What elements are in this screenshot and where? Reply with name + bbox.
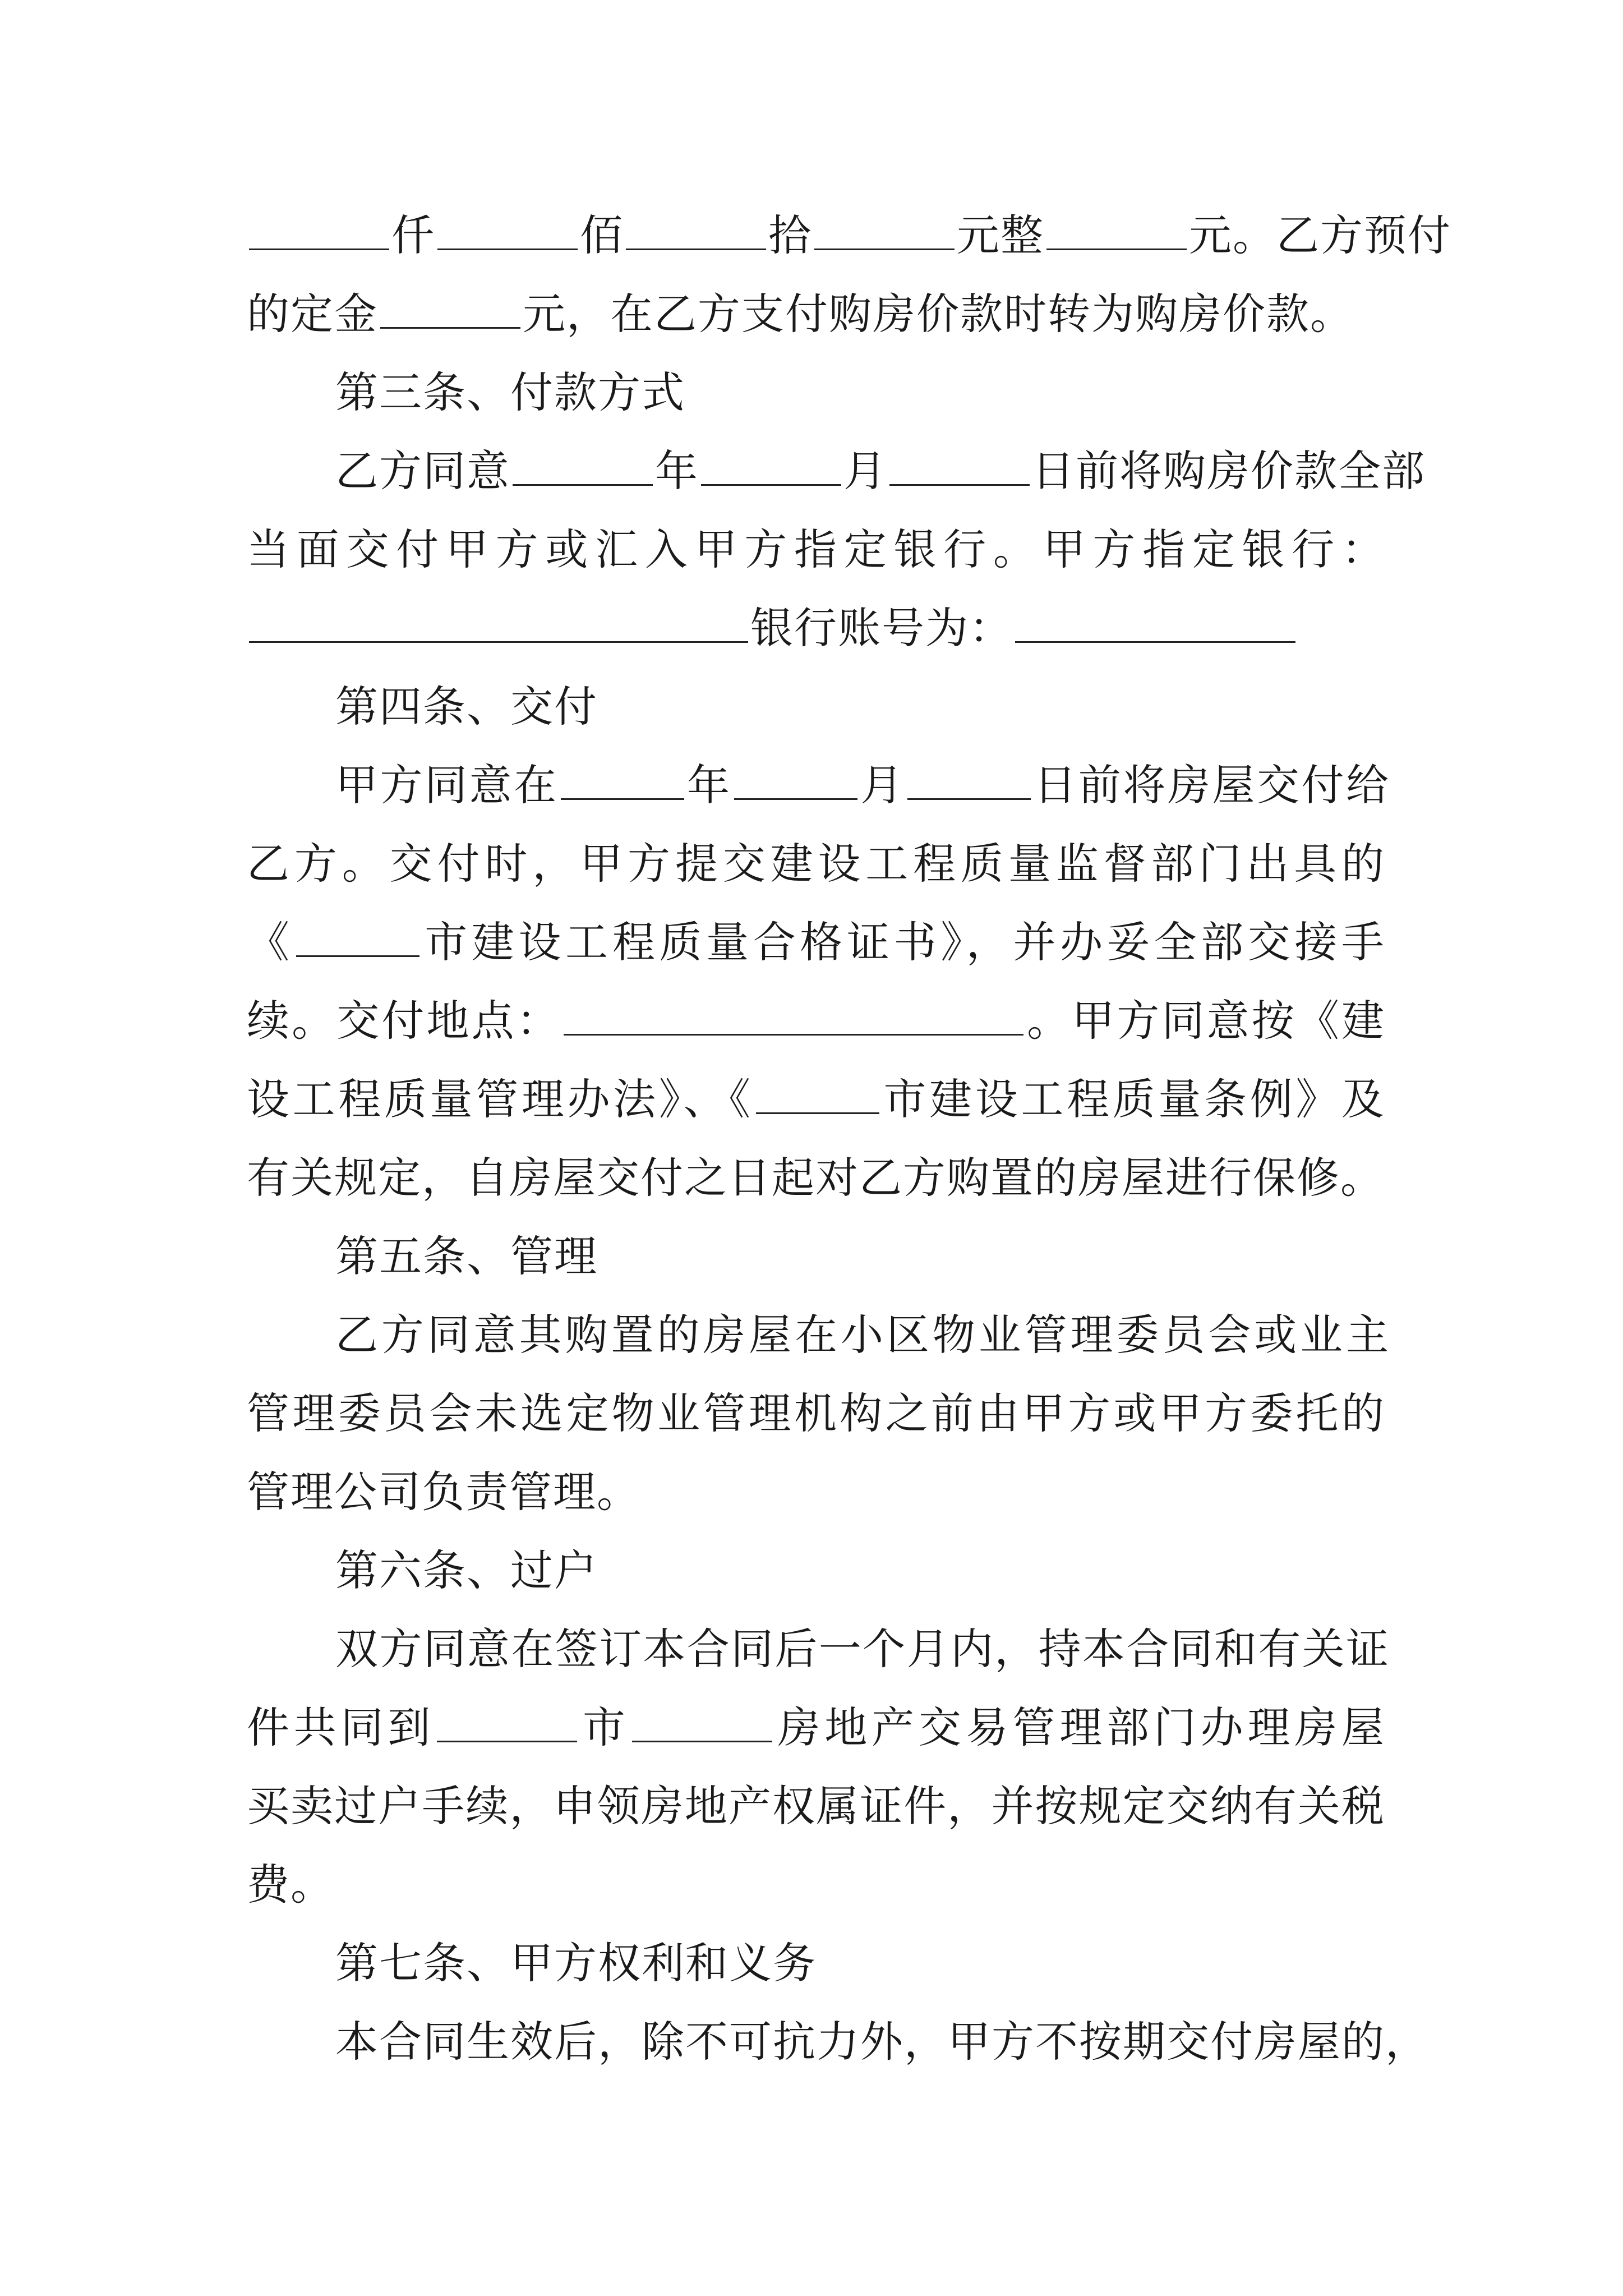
delivery-address-field[interactable] bbox=[564, 993, 1023, 1036]
quality-cert-line: 《 市建设工程质量合格证书》，并办妥全部交接手 bbox=[247, 914, 1385, 970]
article-7-title: 第七条、甲方权利和义务 bbox=[335, 1938, 817, 1988]
transfer-line-1: 双方同意在签订本合同后一个月内，持本合同和有关证 bbox=[335, 1624, 1390, 1674]
blank-field[interactable] bbox=[380, 287, 520, 329]
account-number-field[interactable] bbox=[1015, 601, 1295, 643]
blank-field[interactable] bbox=[889, 444, 1030, 486]
blank-field[interactable] bbox=[814, 208, 955, 250]
city-field[interactable] bbox=[437, 1700, 577, 1742]
blank-field[interactable] bbox=[734, 758, 857, 800]
deposit-line: 的定金 元，在乙方支付购房价款时转为购房价款。 bbox=[247, 286, 1354, 342]
party-a-duty-line: 本合同生效后，除不可抗力外，甲方不按期交付房屋的， bbox=[335, 2017, 1429, 2067]
blank-field[interactable] bbox=[513, 444, 653, 486]
article-3-title: 第三条、付款方式 bbox=[335, 367, 685, 417]
blank-field[interactable] bbox=[1046, 208, 1187, 250]
transfer-line-2: 件共同到 市 房地产交易管理部门办理房屋 bbox=[247, 1700, 1385, 1756]
article-6-title: 第六条、过户 bbox=[335, 1545, 598, 1595]
payment-date-line: 乙方同意 年 月 日前将购房价款全部 bbox=[335, 443, 1390, 499]
bank-account-line: 银行账号为： bbox=[247, 600, 1298, 656]
transfer-line-4: 费。 bbox=[247, 1860, 334, 1910]
city-field[interactable] bbox=[756, 1072, 879, 1114]
blank-field[interactable] bbox=[907, 758, 1031, 800]
delivery-cert-line: 乙方。交付时，甲方提交建设工程质量监督部门出具的 bbox=[247, 839, 1385, 889]
warranty-line: 有关规定，自房屋交付之日起对乙方购置的房屋进行保修。 bbox=[247, 1153, 1384, 1203]
management-line-1: 乙方同意其购置的房屋在小区物业管理委员会或业主 bbox=[335, 1310, 1390, 1360]
management-line-3: 管理公司负责管理。 bbox=[247, 1467, 640, 1517]
bank-name-field[interactable] bbox=[249, 601, 748, 643]
delivery-location-line: 续。交付地点： 。甲方同意按《建 bbox=[247, 993, 1385, 1049]
city-field[interactable] bbox=[296, 915, 419, 957]
price-line: 仟 佰 拾 元整 元。乙方预付 bbox=[247, 208, 1385, 264]
payment-bank-line: 当面交付甲方或汇入甲方指定银行。甲方指定银行： bbox=[247, 524, 1385, 574]
quality-rules-line: 设工程质量管理办法》、《 市建设工程质量条例》及 bbox=[247, 1071, 1385, 1128]
district-field[interactable] bbox=[632, 1700, 772, 1742]
blank-field[interactable] bbox=[249, 208, 389, 250]
blank-field[interactable] bbox=[437, 208, 578, 250]
blank-field[interactable] bbox=[701, 444, 841, 486]
blank-field[interactable] bbox=[561, 758, 684, 800]
transfer-line-3: 买卖过户手续，申领房地产权属证件，并按规定交纳有关税 bbox=[247, 1781, 1385, 1831]
article-5-title: 第五条、管理 bbox=[335, 1231, 598, 1281]
article-4-title: 第四条、交付 bbox=[335, 682, 598, 731]
blank-field[interactable] bbox=[626, 208, 766, 250]
management-line-2: 管理委员会未选定物业管理机构之前由甲方或甲方委托的 bbox=[247, 1388, 1385, 1438]
delivery-date-line: 甲方同意在 年 月 日前将房屋交付给 bbox=[335, 757, 1390, 813]
